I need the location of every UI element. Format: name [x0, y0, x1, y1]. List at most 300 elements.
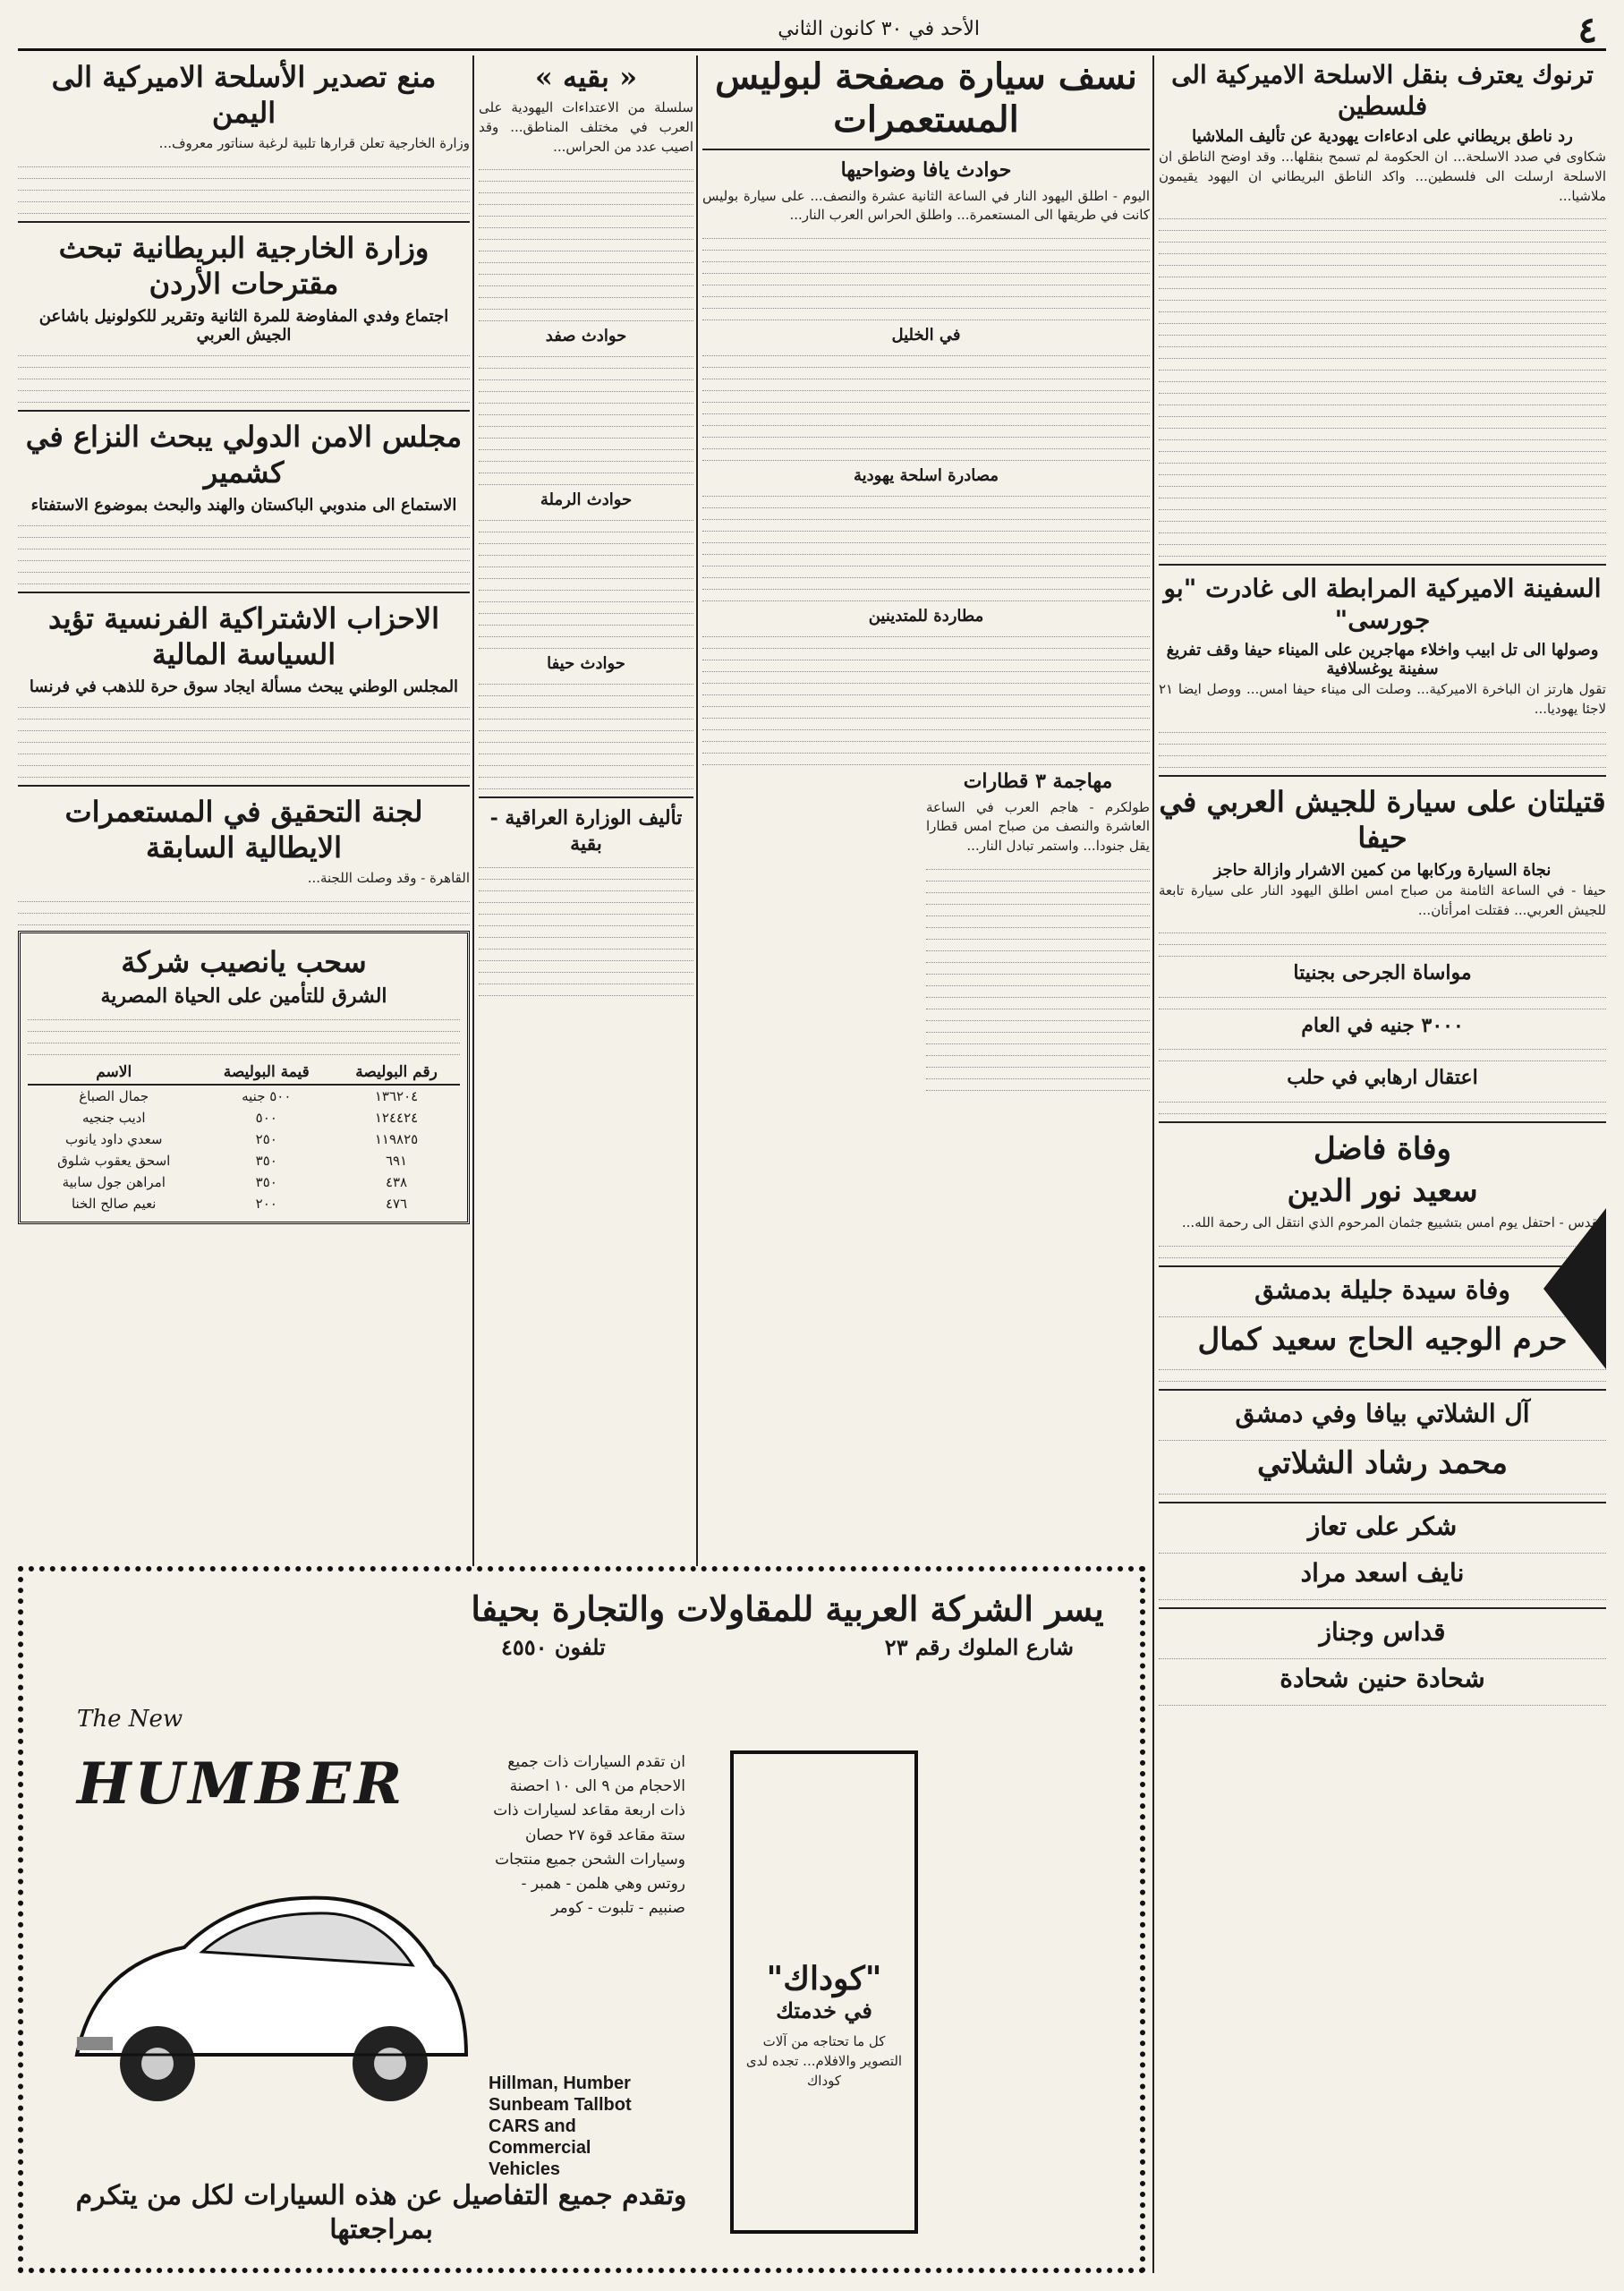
text-lines — [479, 232, 693, 240]
lottery-subhead: الشرق للتأمين على الحياة المصرية — [100, 984, 387, 1008]
text-lines — [1159, 444, 1606, 452]
article-lead — [1159, 59, 1606, 557]
text-lines — [479, 883, 693, 891]
text-lines — [926, 978, 1150, 986]
article-subhead: رد ناطق بريطاني على ادعاءات يهودية عن تأليف الملاشيا — [1192, 127, 1573, 146]
text-lines — [926, 908, 1150, 916]
text-lines — [18, 183, 470, 191]
text-lines — [702, 360, 1150, 368]
text-lines — [18, 395, 470, 403]
obituary-title: آل الشلاتي بيافا وفي دمشق — [1235, 1399, 1530, 1429]
text-lines — [479, 396, 693, 404]
text-lines — [1159, 725, 1606, 733]
text-lines — [1159, 748, 1606, 756]
text-lines — [1159, 490, 1606, 498]
text-lines — [702, 395, 1150, 403]
text-lines — [479, 267, 693, 275]
article-subhead: وصولها الى تل ابيب واخلاء مهاجرين على الميناء حيفا وقف تفريغ سفينة يوغسلافية — [1166, 641, 1599, 679]
text-lines — [926, 897, 1150, 905]
text-lines — [479, 735, 693, 743]
policy-value: ٥٠٠ جنيه — [242, 1088, 292, 1105]
article-body: اليوم - اطلق اليهود النار في الساعة الثانية عشرة والنصف... على سيارة بوليس كانت في طريقها الى المستعمرة... واطلق الحراس العرب النار... — [702, 187, 1150, 224]
text-lines — [479, 677, 693, 685]
text-lines — [702, 711, 1150, 719]
text-lines — [479, 290, 693, 298]
text-lines — [479, 536, 693, 544]
text-lines — [479, 513, 693, 521]
text-lines — [702, 406, 1150, 414]
divider — [1159, 1121, 1606, 1123]
text-lines — [479, 723, 693, 731]
ad-contact — [447, 1634, 1127, 1660]
text-lines — [1159, 351, 1606, 359]
section-title: حوادث حيفا — [547, 654, 625, 674]
article-headline: لجنة التحقيق في المستعمرات الايطالية السابقة — [64, 794, 423, 864]
text-lines — [479, 907, 693, 915]
text-lines — [479, 220, 693, 228]
text-lines — [926, 1025, 1150, 1033]
policy-number: ١٢٤٤٢٤ — [374, 1110, 419, 1127]
text-lines — [1159, 328, 1606, 336]
holder-name: امراهن جول سابية — [62, 1174, 166, 1191]
divider — [1159, 1389, 1606, 1391]
text-lines — [479, 860, 693, 868]
section-title: مصادرة اسلحة يهودية — [854, 466, 999, 486]
article-attack — [1159, 784, 1606, 1114]
text-lines — [479, 361, 693, 369]
text-lines — [702, 348, 1150, 356]
table-row — [28, 1193, 460, 1214]
text-lines — [702, 722, 1150, 730]
text-lines — [479, 302, 693, 310]
holder-name: اديب جنجيه — [81, 1110, 146, 1127]
ad-english-text: Hillman, Humber Sunbeam Tallbot CARS and Commercial Vehicles — [489, 2074, 632, 2179]
section-title: اعتقال ارهابي في حلب — [1287, 1066, 1478, 1090]
divider — [18, 592, 470, 593]
table-row — [28, 1171, 460, 1193]
text-lines — [18, 735, 470, 743]
text-lines — [479, 454, 693, 462]
text-lines — [1159, 990, 1606, 998]
text-lines — [702, 512, 1150, 520]
kodak-body: كل ما تحتاجه من آلات التصوير والافلام... تجده لدى كوداك — [745, 2033, 903, 2089]
section-title: مهاجمة ٣ قطارات — [963, 770, 1113, 794]
text-lines — [18, 530, 470, 538]
divider — [702, 149, 1150, 150]
text-lines — [702, 734, 1150, 742]
text-lines — [18, 541, 470, 549]
masthead — [18, 9, 1606, 51]
text-lines — [479, 477, 693, 485]
text-lines — [702, 652, 1150, 660]
text-lines — [479, 700, 693, 708]
table-header-row — [28, 1060, 460, 1085]
text-lines — [1159, 234, 1606, 243]
text-lines — [1159, 316, 1606, 324]
section-title: حوادث الرملة — [540, 490, 633, 510]
text-lines — [702, 430, 1150, 438]
section-title: مواساة الجرحى بجنيتا — [1293, 961, 1472, 985]
text-lines — [1159, 502, 1606, 510]
text-lines — [479, 930, 693, 938]
trains-article — [926, 769, 1150, 1091]
text-lines — [702, 570, 1150, 578]
text-lines — [18, 348, 470, 356]
text-lines — [479, 781, 693, 789]
text-lines — [702, 301, 1150, 309]
text-lines — [18, 711, 470, 720]
text-lines — [479, 442, 693, 450]
kodak-ad — [730, 1750, 918, 2234]
text-lines — [18, 758, 470, 766]
text-lines — [28, 1035, 460, 1043]
text-lines — [702, 547, 1150, 555]
text-lines — [702, 277, 1150, 285]
text-lines — [1159, 304, 1606, 312]
divider — [479, 796, 693, 798]
text-lines — [702, 582, 1150, 590]
text-lines — [926, 1083, 1150, 1091]
text-lines — [702, 289, 1150, 297]
text-lines — [1159, 386, 1606, 394]
text-lines — [18, 700, 470, 708]
divider — [1159, 1502, 1606, 1503]
text-lines — [1159, 432, 1606, 440]
text-lines — [479, 770, 693, 778]
text-lines — [702, 254, 1150, 262]
text-lines — [479, 162, 693, 170]
text-lines — [926, 1036, 1150, 1044]
text-lines — [926, 967, 1150, 975]
column-header: قيمة البوليصة — [200, 1060, 333, 1085]
divider — [1159, 1265, 1606, 1267]
text-lines — [18, 383, 470, 391]
table-row — [28, 1107, 460, 1128]
text-lines — [926, 873, 1150, 881]
article-body: طولكرم - هاجم العرب في الساعة العاشرة والنصف من صباح امس قطارا يقل جنودا... واستمر تبادل النار... — [926, 798, 1150, 855]
text-lines — [18, 576, 470, 584]
text-lines — [479, 976, 693, 984]
text-lines — [1159, 1094, 1606, 1103]
section-title: في الخليل — [891, 326, 961, 345]
text-lines — [702, 441, 1150, 449]
mass-notice — [1159, 1616, 1606, 1706]
text-lines — [18, 360, 470, 368]
text-lines — [1159, 281, 1606, 289]
text-lines — [1159, 1053, 1606, 1061]
text-lines — [1159, 269, 1606, 277]
text-lines — [479, 571, 693, 579]
text-lines — [479, 278, 693, 286]
text-lines — [479, 559, 693, 567]
article-body: تقول هارتز ان الباخرة الاميركية... وصلت الى ميناء حيفا امس... ووصل ايضا ٢١ لاجئا يهوديا... — [1159, 681, 1606, 717]
text-lines — [702, 489, 1150, 497]
text-lines — [1159, 1698, 1606, 1706]
notice-name: شحادة حنين شحادة — [1280, 1663, 1485, 1693]
obituary-name: محمد رشاد الشلاتي — [1257, 1445, 1508, 1482]
text-lines — [18, 171, 470, 179]
holder-name: سعدي داود يانوب — [64, 1131, 163, 1148]
text-lines — [479, 895, 693, 903]
text-lines — [18, 723, 470, 731]
article-body: سلسلة من الاعتداءات اليهودية على العرب في مختلف المناطق... وقد اصيب عدد من الحراس... — [479, 99, 693, 155]
text-lines — [18, 770, 470, 778]
policy-value: ٢٥٠ — [255, 1131, 277, 1148]
table-row — [28, 1085, 460, 1107]
text-lines — [1159, 1592, 1606, 1600]
text-lines — [479, 758, 693, 766]
text-lines — [702, 664, 1150, 672]
text-lines — [702, 699, 1150, 707]
text-lines — [1159, 479, 1606, 487]
text-lines — [926, 1071, 1150, 1079]
ad-address: شارع الملوك رقم ٢٣ — [884, 1633, 1074, 1660]
text-lines — [1159, 397, 1606, 405]
section-title: حوادث يافا وضواحيها — [840, 158, 1012, 182]
text-lines — [1159, 1651, 1606, 1659]
text-lines — [702, 312, 1150, 320]
obituary-3 — [1159, 1398, 1606, 1495]
article-body: حيفا - في الساعة الثامنة من صباح امس اطلق اليهود النار على سيارة تابعة للجيش العربي... فقتلت امرأتان... — [1159, 881, 1606, 918]
text-lines — [479, 197, 693, 205]
policy-number: ٤٧٦ — [385, 1196, 408, 1213]
holder-name: نعيم صالح الخنا — [71, 1196, 157, 1213]
text-lines — [479, 965, 693, 973]
banner-headline: نسف سيارة مصفحة لبوليس المستعمرات — [715, 55, 1137, 141]
text-lines — [702, 231, 1150, 239]
policy-number: ٦٩١ — [385, 1153, 408, 1170]
text-lines — [18, 553, 470, 561]
text-lines — [18, 894, 470, 902]
column-1 — [1159, 55, 1606, 2273]
policy-value: ٥٠٠ — [255, 1110, 277, 1127]
text-lines — [18, 518, 470, 526]
text-lines — [1159, 467, 1606, 475]
section-title: حوادث صفد — [545, 327, 627, 346]
policy-value: ٣٥٠ — [255, 1174, 277, 1191]
text-lines — [1159, 362, 1606, 370]
text-lines — [1159, 949, 1606, 957]
text-lines — [1159, 549, 1606, 557]
text-lines — [702, 371, 1150, 379]
text-lines — [479, 313, 693, 321]
text-lines — [1159, 211, 1606, 219]
text-lines — [479, 746, 693, 754]
article-ship — [1159, 573, 1606, 768]
article-subhead: اجتماع وفدي المفاوضة للمرة الثانية وتقرير للكولونيل باشاعن الجيش العربي — [38, 306, 449, 345]
policy-number: ١٣٦٢٠٤ — [374, 1088, 419, 1105]
divider — [18, 221, 470, 223]
text-lines — [702, 453, 1150, 461]
text-lines — [18, 206, 470, 214]
text-lines — [18, 746, 470, 754]
text-lines — [28, 1047, 460, 1055]
text-lines — [479, 430, 693, 439]
text-lines — [1159, 1362, 1606, 1370]
section-title: مطاردة للمتدينين — [868, 607, 984, 626]
text-lines — [1159, 258, 1606, 266]
text-lines — [479, 594, 693, 602]
text-lines — [479, 617, 693, 626]
text-lines — [479, 243, 693, 251]
obituary-2 — [1159, 1274, 1606, 1383]
text-lines — [18, 565, 470, 573]
article-headline: قتيلتان على سيارة للجيش العربي في حيفا — [1159, 784, 1606, 855]
text-lines — [1159, 223, 1606, 231]
text-lines — [1159, 421, 1606, 429]
text-lines — [1159, 737, 1606, 745]
lottery-ad — [18, 931, 470, 1225]
text-lines — [926, 990, 1150, 998]
text-lines — [1159, 246, 1606, 254]
text-lines — [1159, 1486, 1606, 1495]
text-lines — [1159, 525, 1606, 533]
text-lines — [1159, 1042, 1606, 1050]
issue-date: الأحد في ٣٠ كانون الثاني — [778, 18, 980, 40]
text-lines — [926, 885, 1150, 893]
ad-phone: تلفون ٤٥٥٠ — [501, 1633, 606, 1660]
text-lines — [479, 688, 693, 696]
text-lines — [479, 988, 693, 996]
text-lines — [28, 1024, 460, 1032]
text-lines — [702, 593, 1150, 601]
text-lines — [479, 941, 693, 950]
text-lines — [926, 943, 1150, 951]
obituary-body: القدس - احتفل يوم امس بتشييع جثمان المرحوم الذي انتقل الى رحمة الله... — [1181, 1214, 1606, 1231]
article-headline: الاحزاب الاشتراكية الفرنسية تؤيد السياسة المالية — [47, 600, 440, 671]
text-lines — [18, 917, 470, 925]
article-headline: منع تصدير الأسلحة الاميركية الى اليمن — [51, 60, 437, 130]
text-lines — [702, 418, 1150, 426]
text-lines — [1159, 514, 1606, 522]
text-lines — [1159, 339, 1606, 347]
text-lines — [18, 371, 470, 379]
kodak-tagline: في خدمتك — [776, 1997, 872, 2023]
obituary-title: وفاة سيدة جليلة بدمشق — [1254, 1274, 1510, 1305]
text-lines — [479, 629, 693, 637]
text-lines — [479, 349, 693, 357]
article-body: وزارة الخارجية تعلن قرارها تلبية لرغبة سناتور معروف... — [158, 135, 470, 151]
article-subhead: الاستماع الى مندوبي الباكستان والهند والبحث بموضوع الاستفتاء — [30, 495, 457, 515]
obituary-name: حرم الوجيه الحاج سعيد كمال — [1197, 1321, 1568, 1358]
text-lines — [479, 872, 693, 880]
divider — [1159, 564, 1606, 566]
text-lines — [1159, 760, 1606, 768]
article-headline: مجلس الامن الدولي يبحث النزاع في كشمير — [25, 419, 463, 490]
text-lines — [1159, 1001, 1606, 1009]
text-lines — [926, 1001, 1150, 1009]
text-lines — [479, 384, 693, 392]
text-lines — [926, 920, 1150, 928]
text-lines — [702, 558, 1150, 566]
text-lines — [28, 1012, 460, 1020]
newspaper-page — [18, 0, 1606, 2291]
policy-value: ٣٥٠ — [255, 1153, 277, 1170]
table-row — [28, 1128, 460, 1150]
text-lines — [1159, 1309, 1606, 1317]
text-lines — [702, 641, 1150, 649]
text-lines — [1159, 374, 1606, 382]
article-subhead: نجاة السيارة وركابها من كمين الاشرار وازالة حاجز — [1213, 860, 1552, 880]
text-lines — [702, 687, 1150, 695]
ad-header — [447, 1588, 1127, 1660]
logo-subtitle: The New — [77, 1706, 183, 1733]
text-lines — [702, 676, 1150, 684]
car-illustration — [59, 1786, 480, 2162]
text-lines — [926, 932, 1150, 940]
torn-page-edge — [1543, 1208, 1606, 1369]
divider — [18, 785, 470, 787]
article-subhead: المجلس الوطني يبحث مسألة ايجاد سوق حرة للذهب في فرنسا — [29, 677, 459, 696]
divider — [18, 410, 470, 412]
obituary-1 — [1159, 1130, 1606, 1258]
text-lines — [702, 524, 1150, 532]
text-lines — [926, 1060, 1150, 1068]
policy-number: ٤٣٨ — [385, 1174, 408, 1191]
holder-name: اسحق يعقوب شلوق — [57, 1153, 171, 1170]
text-lines — [479, 209, 693, 217]
article-body: القاهرة - وقد وصلت اللجنة... — [307, 869, 470, 886]
lottery-title: سحب يانصيب شركة — [121, 944, 367, 979]
text-lines — [479, 465, 693, 473]
text-lines — [479, 606, 693, 614]
text-lines — [1159, 537, 1606, 545]
holder-name: جمال الصباغ — [79, 1088, 149, 1105]
article-body: شكاوى في صدد الاسلحة... ان الحكومة لم تسمح بنقلها... وقد اوضح الناطق ان الاسلحة ارسلت الى فلسطين... واكد الناطق البريطاني ان اليهود يقيمون ملاشيا... — [1159, 149, 1606, 204]
text-lines — [1159, 293, 1606, 301]
section-title: تأليف الوزارة العراقية - بقية — [489, 806, 683, 856]
notice-name: نايف اسعد مراد — [1300, 1557, 1465, 1588]
text-lines — [479, 548, 693, 556]
continuation-label: « بقيه » — [534, 60, 638, 94]
lottery-table — [28, 1060, 460, 1214]
text-lines — [479, 419, 693, 427]
text-lines — [926, 862, 1150, 870]
article-headline: وزارة الخارجية البريطانية تبحث مقترحات الأردن — [58, 230, 429, 301]
humber-car-ad — [18, 1566, 1145, 2273]
page-number: ٤ — [1577, 9, 1597, 51]
text-lines — [1159, 456, 1606, 464]
text-lines — [1159, 937, 1606, 945]
text-lines — [479, 174, 693, 182]
text-lines — [479, 524, 693, 532]
text-lines — [702, 383, 1150, 391]
text-lines — [926, 1048, 1150, 1056]
humber-logo: HUMBER — [77, 1750, 406, 1818]
text-lines — [702, 629, 1150, 637]
ad-body: ان تقدم السيارات ذات جميع الاحجام من ٩ الى ١٠ احصنة ذات اربعة مقاعد لسيارات ذات ستة مقاعد قوة ٢٧ حصان وسيارات الشحن جميع منتجات روتس وهي هلمن - همبر - صنبيم - تلبوت - كومر — [493, 1753, 685, 1918]
text-lines — [479, 641, 693, 649]
table-row — [28, 1150, 460, 1171]
text-lines — [479, 711, 693, 720]
column-header: رقم البوليصة — [333, 1060, 460, 1085]
column-rule — [1152, 55, 1154, 2273]
text-lines — [1159, 1433, 1606, 1441]
obituary-title: وفاة فاضل — [1314, 1131, 1451, 1168]
text-lines — [702, 266, 1150, 274]
notice-title: شكر على تعاز — [1307, 1511, 1458, 1541]
thanks-notice — [1159, 1511, 1606, 1600]
text-lines — [702, 757, 1150, 765]
kodak-brand: "كوداك" — [766, 1960, 882, 1997]
article-headline: السفينة الاميركية المرابطة الى غادرت "بو جورسى" — [1163, 574, 1602, 635]
ad-footer: وتقدم جميع التفاصيل عن هذه السيارات لكل من يتكرم بمراجعتها — [75, 2180, 687, 2245]
divider — [1159, 1607, 1606, 1609]
text-lines — [479, 185, 693, 193]
text-lines — [1159, 1374, 1606, 1382]
text-lines — [479, 372, 693, 380]
text-lines — [1159, 1239, 1606, 1247]
